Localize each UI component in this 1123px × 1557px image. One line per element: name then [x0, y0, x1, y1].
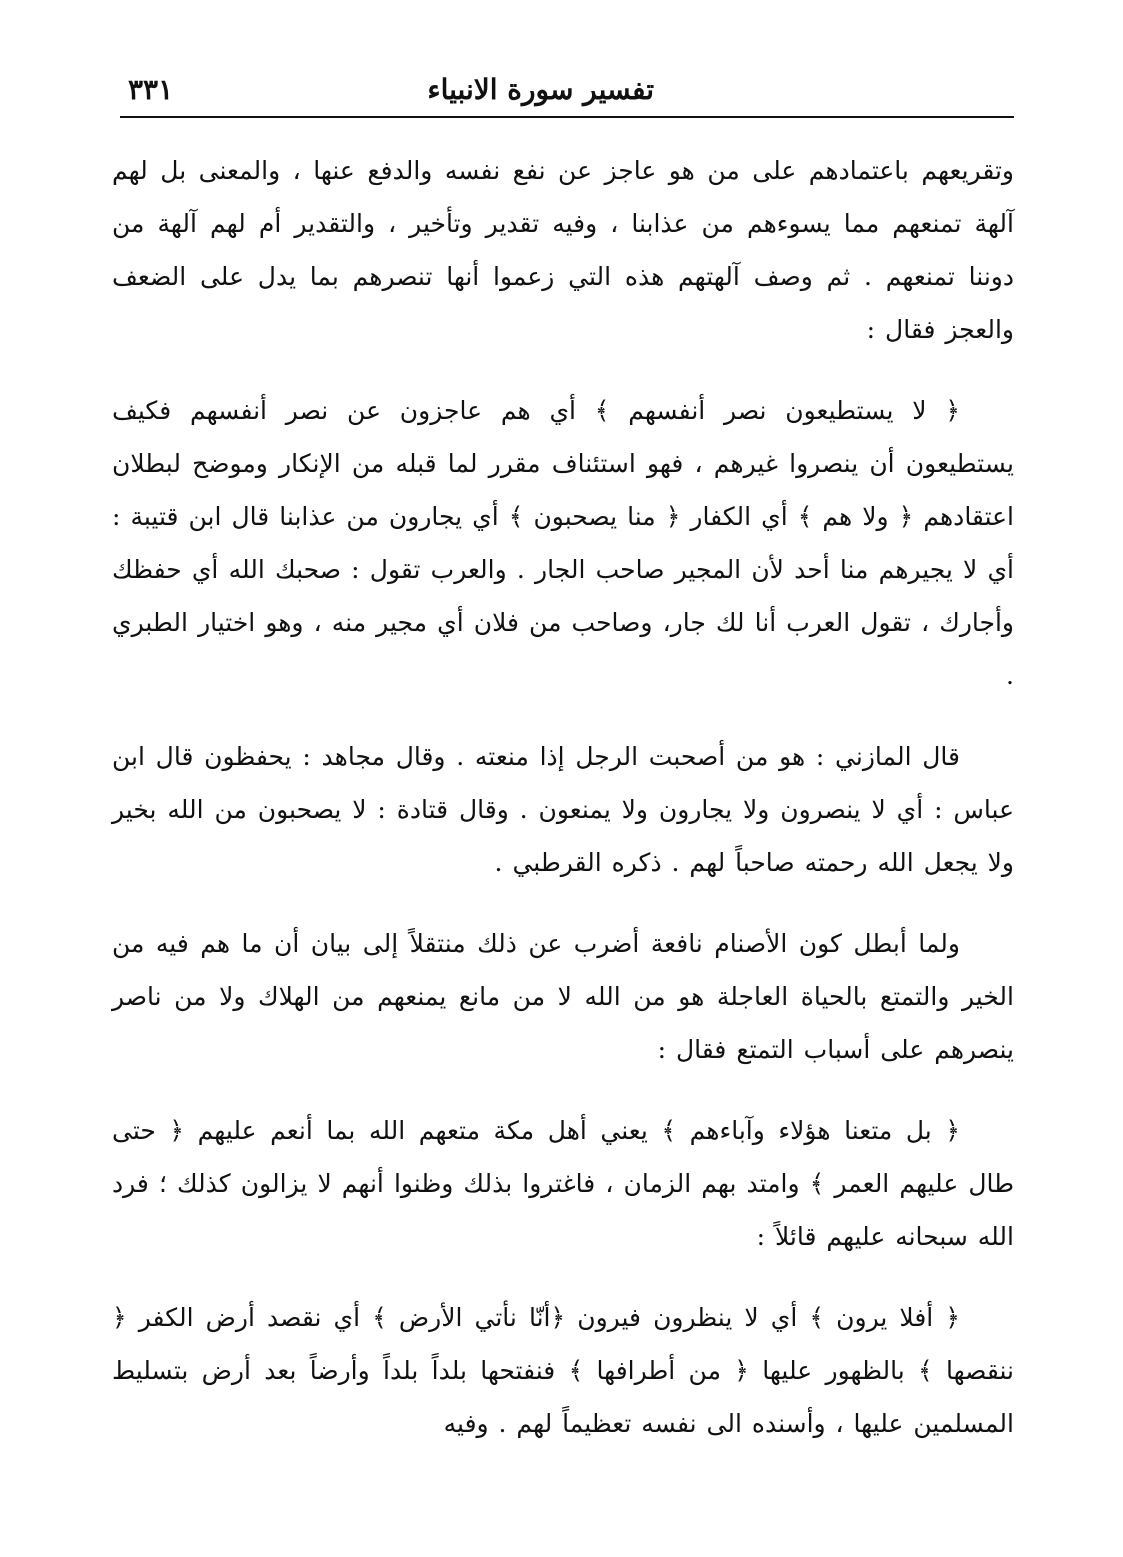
- running-title: تفسير سورة الانبياء: [427, 73, 654, 106]
- body-text: [112, 144, 1014, 1450]
- paragraph-earth-reduced: ﴿ أفلا يرون ﴾ أي لا ينظرون فيرون ﴿أنّا نأتي الأرض ﴾ أي نقصد أرض الكفر ﴿ ننقصها ﴾ بالظهور عليها ﴿ من أطرافها ﴾ فنفتحها بلداً بلداً وأرضاً بعد أرض بتسليط المسلمين عليها ، وأسنده الى نفسه تعظيماً لهم . وفيه: [112, 1303, 1014, 1438]
- paragraph-continuation: وتقريعهم باعتمادهم على من هو عاجز عن نفع نفسه والدفع عنها ، والمعنى بل لهم آلهة تمنعهم مما يسوءهم من عذابنا ، وفيه تقدير وتأخير ، والتقدير أم لهم آلهة من دوننا تمنعهم . ثم وصف آلهتهم هذه التي زعموا أنها تنصرهم بما يدل على الضعف والعجز فقال :: [112, 156, 1014, 344]
- paragraph-scholars-opinions: قال المازني : هو من أصحبت الرجل إذا منعته . وقال مجاهد : يحفظون قال ابن عباس : أي لا ينصرون ولا يجارون ولا يمنعون . وقال قتادة : لا يصحبون من الله بخير ولا يجعل الله رحمته صاحباً لهم . ذكره القرطبي .: [112, 742, 1014, 877]
- paragraph-tafsir-no-help: ﴿ لا يستطيعون نصر أنفسهم ﴾ أي هم عاجزون عن نصر أنفسهم فكيف يستطيعون أن ينصروا غيرهم ، فهو استئناف مقرر لما قبله من الإنكار وموضح لبطلان اعتقادهم ﴿ ولا هم ﴾ أي الكفار ﴿ منا يصحبون ﴾ أي يجارون من عذابنا قال ابن قتيبة : أي لا يجيرهم منا أحد لأن المجير صاحب الجار . والعرب تقول : صحبك الله أي حفظك وأجارك ، تقول العرب أنا لك جار، وصاحب من فلان أي مجير منه ، وهو اختيار الطبري .: [112, 396, 1014, 690]
- running-header: [120, 68, 1014, 112]
- header-rule: [120, 116, 1014, 118]
- page-number: ٣٣١: [128, 73, 174, 106]
- paragraph-enjoyment: ﴿ بل متعنا هؤلاء وآباءهم ﴾ يعني أهل مكة متعهم الله بما أنعم عليهم ﴿ حتى طال عليهم العمر ﴾ وامتد بهم الزمان ، فاغتروا بذلك وظنوا أنهم لا يزالون كذلك ؛ فرد الله سبحانه عليهم قائلاً :: [112, 1116, 1014, 1251]
- paragraph-idols-not-beneficial: ولما أبطل كون الأصنام نافعة أضرب عن ذلك منتقلاً إلى بيان أن ما هم فيه من الخير والتمتع بالحياة العاجلة هو من الله لا من مانع يمنعهم من الهلاك ولا من ناصر ينصرهم على أسباب التمتع فقال :: [112, 929, 1014, 1064]
